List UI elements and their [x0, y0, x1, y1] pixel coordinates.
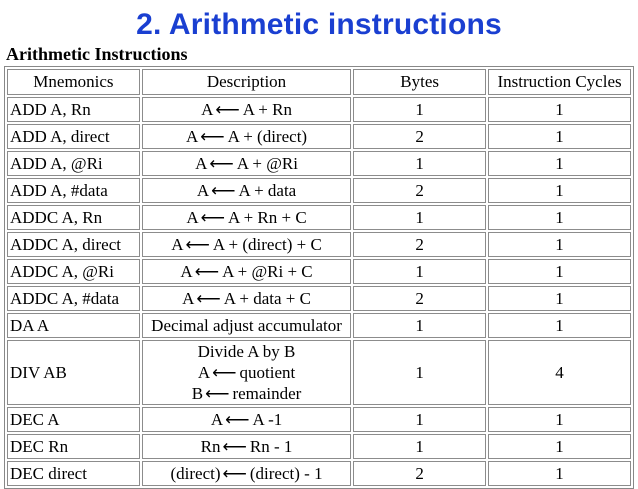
description-cell [142, 434, 351, 459]
left-arrow-icon: ⟵ [212, 363, 237, 382]
left-arrow-icon: ⟵ [222, 463, 247, 483]
description-line: Divide A by B [197, 342, 296, 361]
description-line [145, 362, 348, 383]
table-row [7, 461, 631, 486]
mnemonic-cell: ADDC A, #data [7, 286, 140, 311]
cycles-cell: 1 [488, 434, 631, 459]
bytes-cell: 1 [353, 407, 486, 432]
table-row [7, 97, 631, 122]
bytes-cell: 2 [353, 124, 486, 149]
description-lhs: A [186, 207, 199, 227]
bytes-cell: 2 [353, 232, 486, 257]
bytes-cell: 2 [353, 286, 486, 311]
description-lhs: Rn [200, 436, 221, 456]
cycles-cell: 1 [488, 407, 631, 432]
column-header-instruction-cycles: Instruction Cycles [488, 69, 631, 95]
mnemonic-cell: DEC A [7, 407, 140, 432]
description-rhs: A + @Ri + C [222, 261, 313, 281]
description-rhs: A + (direct) + C [212, 234, 322, 254]
description-cell [142, 340, 351, 405]
mnemonic-cell: DIV AB [7, 340, 140, 405]
cycles-cell: 1 [488, 97, 631, 122]
mnemonic-cell: DEC direct [7, 461, 140, 486]
column-header-description: Description [142, 69, 351, 95]
description-lhs: (direct) [170, 463, 221, 483]
description-lhs: A [185, 126, 199, 146]
mnemonic-cell: ADD A, #data [7, 178, 140, 203]
bytes-cell: 1 [353, 259, 486, 284]
left-arrow-icon: ⟵ [200, 207, 225, 227]
cycles-cell: 1 [488, 205, 631, 230]
description-rhs: A + data + C [223, 288, 311, 308]
cycles-cell: 1 [488, 232, 631, 257]
description-rhs: A -1 [252, 409, 283, 429]
table-container [4, 66, 634, 483]
description-lhs: B [191, 384, 204, 403]
mnemonic-cell: DEC Rn [7, 434, 140, 459]
description-line [145, 383, 348, 404]
left-arrow-icon: ⟵ [194, 261, 220, 281]
description-cell [142, 205, 351, 230]
left-arrow-icon: ⟵ [225, 409, 250, 429]
mnemonic-cell: ADD A, direct [7, 124, 140, 149]
description-rhs: A + @Ri [236, 153, 298, 173]
bytes-cell: 2 [353, 461, 486, 486]
description-rhs: A + Rn [242, 99, 292, 119]
description-lhs: A [201, 99, 214, 119]
left-arrow-icon: ⟵ [185, 234, 210, 254]
description-cell [142, 286, 351, 311]
description-lhs: A [180, 261, 193, 281]
table-row [7, 259, 631, 284]
description-text: Decimal adjust accumulator [151, 315, 342, 335]
table-row [7, 434, 631, 459]
table-body [7, 97, 631, 486]
table-row [7, 407, 631, 432]
cycles-cell: 4 [488, 340, 631, 405]
table-row [7, 124, 631, 149]
instruction-table [4, 66, 634, 489]
description-cell [142, 151, 351, 176]
left-arrow-icon: ⟵ [205, 384, 230, 403]
description-rhs: A + (direct) [227, 126, 308, 146]
table-row [7, 340, 631, 405]
description-lhs: A [196, 180, 210, 200]
mnemonic-cell: ADDC A, Rn [7, 205, 140, 230]
description-rhs: remainder [232, 384, 302, 403]
description-cell [142, 259, 351, 284]
description-lhs: A [197, 363, 211, 382]
description-cell [142, 407, 351, 432]
description-lhs: A [210, 409, 224, 429]
description-rhs: A + data [238, 180, 297, 200]
table-heading: Arithmetic Instructions [6, 44, 188, 64]
cycles-cell: 1 [488, 461, 631, 486]
left-arrow-icon: ⟵ [222, 436, 247, 456]
description-rhs: (direct) - 1 [249, 463, 323, 483]
mnemonic-cell: ADD A, @Ri [7, 151, 140, 176]
cycles-cell: 1 [488, 259, 631, 284]
mnemonic-cell: DA A [7, 313, 140, 338]
cycles-cell: 1 [488, 313, 631, 338]
bytes-cell: 1 [353, 205, 486, 230]
description-cell [142, 313, 351, 338]
description-lhs: A [171, 234, 184, 254]
left-arrow-icon: ⟵ [196, 288, 221, 308]
cycles-cell: 1 [488, 178, 631, 203]
description-lhs: A [182, 288, 195, 308]
bytes-cell: 2 [353, 178, 486, 203]
bytes-cell: 1 [353, 434, 486, 459]
description-cell [142, 232, 351, 257]
cycles-cell: 1 [488, 286, 631, 311]
description-rhs: quotient [239, 363, 296, 382]
mnemonic-cell: ADDC A, direct [7, 232, 140, 257]
left-arrow-icon: ⟵ [200, 126, 225, 146]
slide-title: 2. Arithmetic instructions [136, 8, 502, 41]
mnemonic-cell: ADD A, Rn [7, 97, 140, 122]
description-cell [142, 178, 351, 203]
description-cell [142, 461, 351, 486]
column-header-bytes: Bytes [353, 69, 486, 95]
description-cell [142, 97, 351, 122]
left-arrow-icon: ⟵ [209, 153, 234, 173]
description-lhs: A [195, 153, 208, 173]
bytes-cell: 1 [353, 340, 486, 405]
column-header-mnemonics: Mnemonics [7, 69, 140, 95]
bytes-cell: 1 [353, 313, 486, 338]
left-arrow-icon: ⟵ [215, 99, 240, 119]
table-row [7, 178, 631, 203]
table-row [7, 205, 631, 230]
left-arrow-icon: ⟵ [211, 180, 236, 200]
table-header-row [7, 69, 631, 95]
table-row [7, 232, 631, 257]
description-rhs: A + Rn + C [228, 207, 307, 227]
cycles-cell: 1 [488, 151, 631, 176]
table-row [7, 151, 631, 176]
bytes-cell: 1 [353, 151, 486, 176]
bytes-cell: 1 [353, 97, 486, 122]
mnemonic-cell: ADDC A, @Ri [7, 259, 140, 284]
cycles-cell: 1 [488, 124, 631, 149]
table-row [7, 286, 631, 311]
description-cell [142, 124, 351, 149]
description-rhs: Rn - 1 [249, 436, 293, 456]
table-row [7, 313, 631, 338]
